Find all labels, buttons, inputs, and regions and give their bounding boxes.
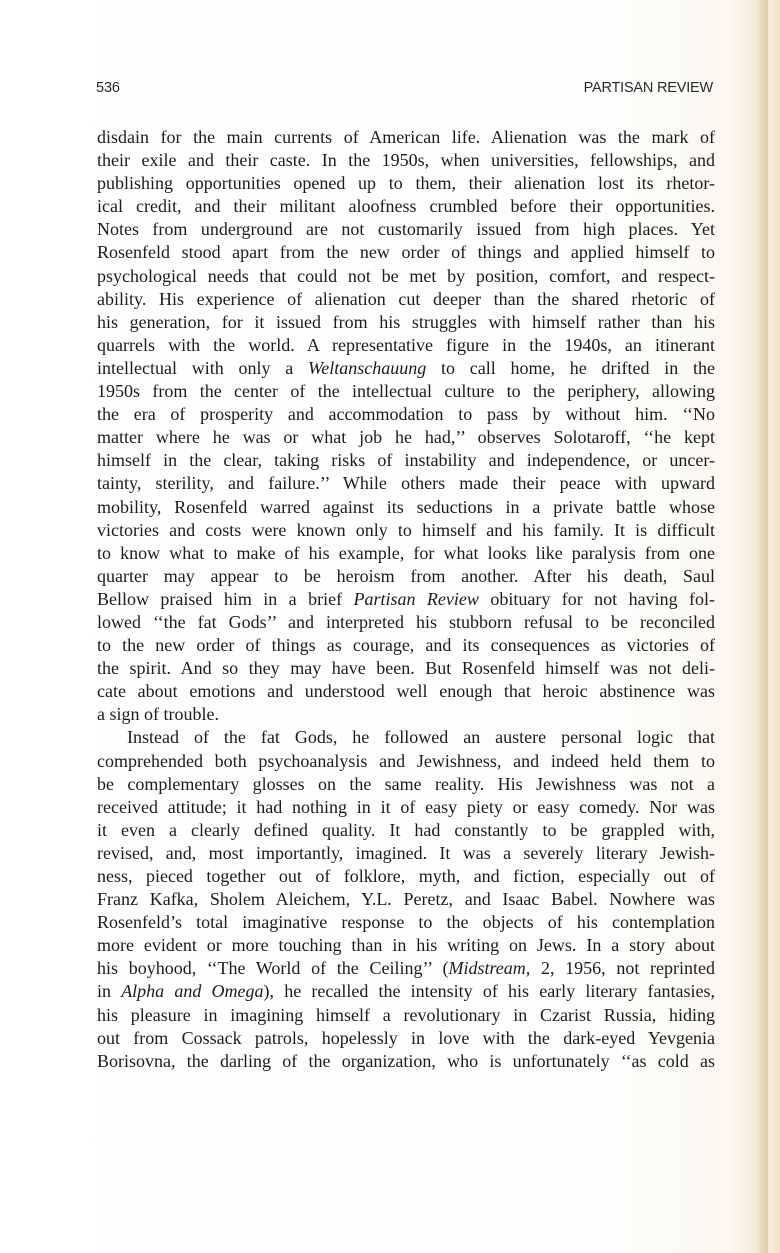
text-run: it even a clearly defined quality. It had constantly to be grappled with, <box>97 819 715 840</box>
text-line <box>97 496 715 519</box>
italic-title: Midstream, <box>448 958 531 979</box>
text-run: quarter may appear to be heroism from another. After his death, Saul <box>97 565 715 586</box>
text-line <box>97 1027 715 1050</box>
text-run: matter where he was or what job he had,’’ observes Solotaroff, ‘‘he kept <box>97 427 715 448</box>
italic-title: Alpha and Omega <box>121 981 264 1002</box>
text-run: 2, 1956, not reprinted <box>530 958 715 979</box>
text-line <box>97 634 715 657</box>
text-run: revised, and, most importantly, imagined. It was a severely literary Jewish- <box>97 842 715 863</box>
text-run: intellectual with only a <box>97 357 308 378</box>
text-line <box>97 750 715 773</box>
text-line <box>97 426 715 449</box>
text-line <box>97 403 715 426</box>
text-line <box>97 126 715 149</box>
text-run: cate about emotions and understood well enough that heroic abstinence was <box>97 681 715 702</box>
text-line <box>97 657 715 680</box>
text-run: publishing opportunities opened up to them, their alienation lost its rhetor- <box>97 173 715 194</box>
text-run: Borisovna, the darling of the organization, who is unfortunately ‘‘as cold as <box>97 1050 715 1071</box>
text-line <box>97 195 715 218</box>
text-run: mobility, Rosenfeld warred against its seductions in a private battle whose <box>97 496 715 517</box>
text-line <box>97 611 715 634</box>
text-run: comprehended both psychoanalysis and Jewishness, and indeed held them to <box>97 750 715 771</box>
text-line <box>97 565 715 588</box>
text-line <box>97 357 715 380</box>
text-line <box>97 934 715 957</box>
text-line <box>97 842 715 865</box>
text-line <box>97 241 715 264</box>
text-line <box>97 980 715 1003</box>
text-run: ), he recalled the intensity of his early literary fantasies, <box>263 981 715 1002</box>
text-run: to know what to make of his example, for what looks like paralysis from one <box>97 542 715 563</box>
text-run: out from Cossack patrols, hopelessly in love with the dark-eyed Yevgenia <box>97 1027 715 1048</box>
journal-title: PARTISAN REVIEW <box>583 80 713 96</box>
text-line <box>97 380 715 403</box>
text-run: Rosenfeld stood apart from the new order of things and applied himself to <box>97 242 715 263</box>
text-run: Bellow praised him in a brief <box>97 588 354 609</box>
text-run: Franz Kafka, Sholem Aleichem, Y.L. Peretz, and Isaac Babel. Nowhere was <box>97 889 715 910</box>
text-line <box>97 819 715 842</box>
text-line <box>97 311 715 334</box>
text-run: tainty, sterility, and failure.’’ While others made their peace with upward <box>97 473 715 494</box>
text-run: 1950s from the center of the intellectual culture to the periphery, allowing <box>97 381 715 402</box>
text-line <box>97 703 715 726</box>
text-line <box>97 680 715 703</box>
text-run: the era of prosperity and accommodation to pass by without him. ‘‘No <box>97 404 715 425</box>
text-run: in <box>97 981 122 1002</box>
page-number: 536 <box>96 80 120 96</box>
text-line <box>97 542 715 565</box>
text-line <box>97 911 715 934</box>
text-run: disdain for the main currents of American life. Alienation was the mark of <box>97 127 715 147</box>
article-body <box>97 126 715 1073</box>
text-line <box>97 334 715 357</box>
text-run: Instead of the fat Gods, he followed an austere personal logic that <box>127 727 715 748</box>
text-run: his pleasure in imagining himself a revolutionary in Czarist Russia, hiding <box>97 1004 715 1025</box>
text-run: lowed ‘‘the fat Gods’’ and interpreted his stubborn refusal to be reconciled <box>97 611 715 632</box>
text-line <box>97 288 715 311</box>
text-run: Notes from underground are not customarily issued from high places. Yet <box>97 219 715 240</box>
italic-title: Weltanschauung <box>307 357 427 378</box>
paragraph <box>97 126 715 726</box>
text-run: ability. His experience of alienation cut deeper than the shared rhetoric of <box>97 288 715 309</box>
text-run: himself in the clear, taking risks of instability and independence, or uncer- <box>97 450 715 471</box>
text-run: their exile and their caste. In the 1950s, when universities, fellowships, and <box>97 150 715 171</box>
paragraph <box>97 726 715 1072</box>
text-run: a sign of trouble. <box>97 704 219 725</box>
text-run: Rosenfeld’s total imaginative response to the objects of his contemplation <box>97 912 715 933</box>
text-run: to call home, he drifted in the <box>426 357 715 378</box>
text-line <box>97 957 715 980</box>
text-line <box>97 796 715 819</box>
page-binding-edge <box>756 0 780 1253</box>
text-line <box>97 519 715 542</box>
running-head <box>96 80 713 102</box>
text-line <box>97 265 715 288</box>
text-run: his boyhood, ‘‘The World of the Ceiling’’ ( <box>97 958 449 979</box>
text-run: to the new order of things as courage, and its consequences as victories of <box>97 635 715 656</box>
text-run: psychological needs that could not be met by position, comfort, and respect- <box>97 265 715 286</box>
text-line <box>97 1004 715 1027</box>
text-line <box>97 472 715 495</box>
text-run: victories and costs were known only to himself and his family. It is difficult <box>97 519 715 540</box>
text-line <box>97 865 715 888</box>
text-line <box>97 449 715 472</box>
text-line <box>97 588 715 611</box>
text-run: the spirit. And so they may have been. But Rosenfeld himself was not deli- <box>97 658 715 679</box>
text-line <box>97 172 715 195</box>
text-run: ical credit, and their militant aloofness crumbled before their opportunities. <box>97 196 715 217</box>
text-run: ness, pieced together out of folklore, myth, and fiction, especially out of <box>97 866 715 886</box>
text-line <box>97 773 715 796</box>
text-line <box>97 888 715 911</box>
text-line <box>97 149 715 172</box>
text-run: be complementary glosses on the same reality. His Jewishness was not a <box>97 773 715 794</box>
italic-title: Partisan Review <box>353 588 479 609</box>
text-run: obituary for not having fol- <box>478 588 715 609</box>
text-run: more evident or more touching than in his writing on Jews. In a story about <box>97 935 715 956</box>
text-line <box>97 1050 715 1073</box>
text-run: received attitude; it had nothing in it of easy piety or easy comedy. Nor was <box>97 796 715 817</box>
text-line <box>97 218 715 241</box>
text-run: quarrels with the world. A representative figure in the 1940s, an itinerant <box>97 334 715 355</box>
text-line <box>97 726 715 749</box>
text-run: his generation, for it issued from his struggles with himself rather than his <box>97 311 715 332</box>
